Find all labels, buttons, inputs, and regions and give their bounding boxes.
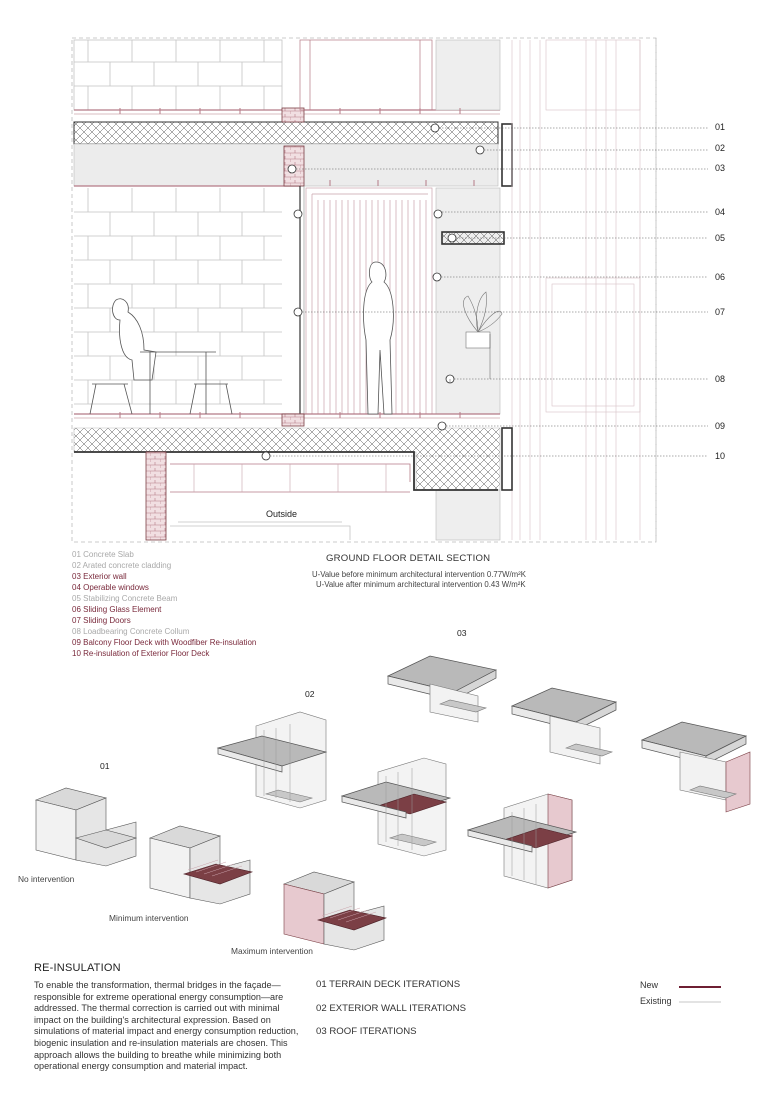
loadbearing-column <box>436 188 500 414</box>
legend-item-08: 08 Loadbearing Concrete Collum <box>72 627 190 636</box>
legend-item-05: 05 Stabilizing Concrete Beam <box>72 594 178 603</box>
iso-wall-1 <box>218 712 326 808</box>
key-new-swatch <box>679 986 721 988</box>
legend-item-07: 07 Sliding Doors <box>72 616 131 625</box>
iso-caption-minimum-intervention: Minimum intervention <box>109 913 189 923</box>
section-title: GROUND FLOOR DETAIL SECTION <box>326 553 491 564</box>
iso-roof-1 <box>388 656 496 722</box>
masonry-upper <box>74 40 282 110</box>
legend-item-02: 02 Arated concrete cladding <box>72 561 172 570</box>
legend-item-09: 09 Balcony Floor Deck with Woodfiber Re-insulation <box>72 638 257 647</box>
isometric-iterations <box>0 620 780 1040</box>
iteration-terrain-deck: 01 TERRAIN DECK ITERATIONS <box>316 979 461 990</box>
masonry-middle <box>74 188 282 404</box>
callout-05: 05 <box>715 233 726 243</box>
iso-group-label-01: 01 <box>100 761 110 771</box>
callout-03: 03 <box>715 163 726 173</box>
legend-item-10: 10 Re-insulation of Exterior Floor Deck <box>72 649 210 658</box>
iso-group-label-02: 02 <box>305 689 315 699</box>
u-value-after: U-Value after minimum architectural intervention 0.43 W/m²K <box>316 580 526 589</box>
iso-caption-no-intervention: No intervention <box>18 874 75 884</box>
callout-01: 01 <box>715 122 726 132</box>
iso-deck-2 <box>150 826 252 904</box>
outside-label: Outside <box>266 509 298 519</box>
iso-deck-1 <box>36 788 136 866</box>
exterior-wall-insulation <box>502 124 512 186</box>
iso-roof-2 <box>512 688 616 764</box>
legend-item-03: 03 Exterior wall <box>72 572 127 581</box>
iso-deck-3 <box>284 872 386 950</box>
legend-item-04: 04 Operable windows <box>72 583 149 592</box>
people-silhouettes <box>113 262 394 414</box>
iteration-roof: 03 ROOF ITERATIONS <box>316 1026 417 1037</box>
reinsulation-body: To enable the transformation, thermal bridges in the façade—responsible for extreme operational energy consumption—are addressed. The thermal correction is carried out with minimal impact on the building's architectural expression. Based on simulations of material impact and energy consumption reduction, biogenic insulation and re-insulation materials are chosen. This approach allows the building to breathe while minimizing both operational energy consumption and material impact. <box>34 980 299 1072</box>
callout-04: 04 <box>715 207 726 217</box>
legend-item-01: 01 Concrete Slab <box>72 550 134 559</box>
lower-slab <box>74 428 500 490</box>
callout-08: 08 <box>715 374 726 384</box>
key-new-label: New <box>640 980 659 990</box>
iso-wall-2 <box>342 758 450 856</box>
reinsulation-heading: RE-INSULATION <box>34 962 121 974</box>
iso-group-label-03: 03 <box>457 628 467 638</box>
callout-06: 06 <box>715 272 726 282</box>
callout-07: 07 <box>715 307 726 317</box>
callout-02: 02 <box>715 143 726 153</box>
callout-09: 09 <box>715 421 726 431</box>
callout-10: 10 <box>715 451 726 461</box>
key-existing-swatch <box>679 1001 721 1003</box>
iso-roof-3 <box>642 722 750 812</box>
key-existing-label: Existing <box>640 996 672 1006</box>
iso-caption-maximum-intervention: Maximum intervention <box>231 946 313 956</box>
u-value-before: U-Value before minimum architectural intervention 0.77W/m²K <box>312 570 526 579</box>
iteration-exterior-wall: 02 EXTERIOR WALL ITERATIONS <box>316 1003 466 1014</box>
legend-item-06: 06 Sliding Glass Element <box>72 605 162 614</box>
iso-wall-3 <box>468 794 576 888</box>
